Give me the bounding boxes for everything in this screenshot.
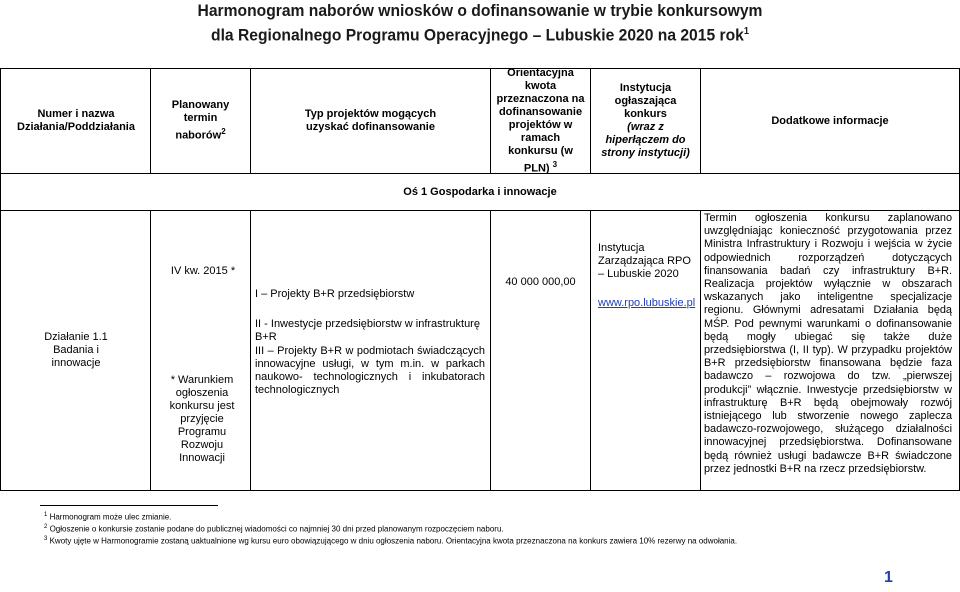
row-additional-info: Termin ogłoszenia konkursu zaplanowano uwzględniając konieczność przygotowania przez Ministra Infrastruktury i Rozwoju i wejścia w życie odpowiednich rozporządzeń dotyczących finansowania badań czy infrastruktury B+R. Realizacja projektów wyłącznie w obszarach wskazanych jako inteligentne specjalizacje regionu. Głównymi adresatami Działania będą MŚP. Pod pewnymi warunkami o dofinansowanie będą mogły ubiegać się także duże przedsiębiorstwa (I, II typ). W przypadku projektów B+R przedsiębiorstw finansowana będzie faza badawczo – rozwojowa do tzw. „pierwszej produkcji” włącznie. Inwestycje przedsiębiorstw w infrastrukturę B+R będą obejmowały rozwój istniejącego lub stworzenie nowego zaplecza badawczo-rozwojowego, służącego działalności innowacyjnej przedsiębiorstwa. Dofinansowane będą również usługi badawcze B+R świadczone przez jednostki B+R na rzecz przedsiębiorstw. [704,212,952,475]
header-term-footnote-ref: 2 [221,127,226,137]
footnote-1-text: Harmonogram może ulec zmianie. [49,512,172,522]
header-amount-label: Orientacyjna kwota przeznaczona na dofinansowanie projektów w ramach konkursu (w PLN) [496,66,585,175]
header-term-label: Planowany termin naborów [171,99,230,142]
header-institution [591,69,700,173]
header-term-text [159,99,242,143]
footnote-1 [44,510,171,523]
footnote-2-num: 2 [44,524,48,530]
footnote-separator [40,505,218,506]
page-number: 1 [884,569,893,586]
section-title: Oś 1 Gospodarka i innowacje [403,185,557,198]
row-term: IV kw. 2015 * [170,265,236,277]
header-additional-info: Dodatkowe informacje [771,114,889,127]
header-institution-a: Instytucja ogłaszająca konkurs [614,82,677,120]
page-title-line2-text: dla Regionalnego Programu Operacyjnego – Lubuskie 2020 na 2015 rok [211,25,744,45]
col-divider [590,210,591,491]
col-divider [250,210,251,491]
header-institution-b: (wraz z hiperłączem do strony instytucji) [601,121,690,159]
col-divider [150,210,151,491]
footnote-2 [44,522,504,535]
table-bottom-border [0,490,960,491]
footnote-1-num: 1 [44,512,48,518]
row-term-note: * Warunkiem ogłoszenia konkursu jest przyjęcie Programu Rozwoju Innowacji [169,374,235,464]
col-divider [490,210,491,491]
row-type-1: I – Projekty B+R przedsiębiorstw [255,288,415,300]
header-amount-text [495,67,586,176]
page-title-line2 [38,21,921,46]
row-amount: 40 000 000,00 [505,276,576,288]
row-institution: Instytucja Zarządzająca RPO – Lubuskie 2020 [598,242,691,280]
row-type-2: II - Inwestycje przedsiębiorstw w infrastrukturę B+R [255,318,480,343]
header-amount [491,66,590,175]
row-institution-link[interactable]: www.rpo.lubuskie.pl [598,297,696,309]
row-type-3: III – Projekty B+R w podmiotach świadczących innowacyjne usługi, w tym m.in. w parkach naukowo- technologicznych i inkubatorach technologicznych [255,345,485,396]
header-project-types: Typ projektów mogących uzyskać dofinansowanie [304,108,437,133]
col-divider [700,210,701,491]
row-action: Działanie 1.1 Badania i innowacje [44,331,108,369]
footnote-3-num: 3 [44,536,48,542]
footnote-3-text: Kwoty ujęte w Harmonogramie zostaną uaktualnione wg kursu euro obowiązującego w dniu ogłoszenia naboru. Orientacyjna kwota przeznaczona na konkurs zawiera 10% rezerwy na odwołania. [49,536,738,546]
page-title-line1: Harmonogram naborów wniosków o dofinansowanie w trybie konkursowym [197,1,763,20]
header-amount-footnote-ref: 3 [552,159,558,169]
header-action: Numer i nazwa Działania/Poddziałania [17,108,135,133]
footnote-2-text: Ogłoszenie o konkursie zostanie podane do publicznej wiadomości co najmniej 30 dni przed planowanym rozpoczęciem naboru. [49,524,504,534]
title-footnote-ref: 1 [743,26,749,37]
footnote-3 [44,534,737,547]
table-left-border [0,68,1,491]
header-term [151,69,250,173]
